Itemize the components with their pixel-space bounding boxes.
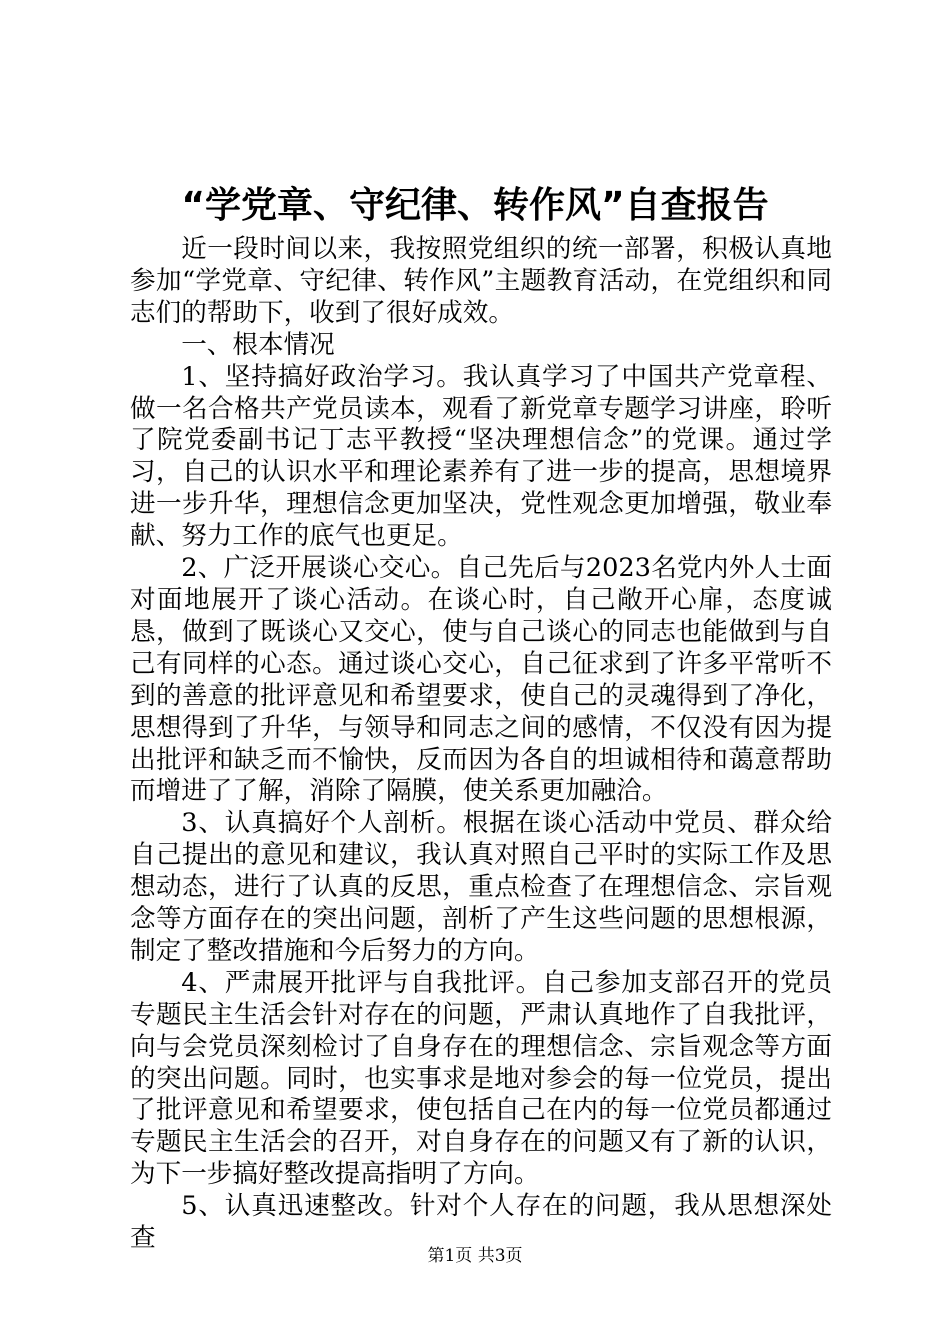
document-title: “学党章、守纪律、转作风”自查报告 [181,185,769,226]
paragraph-intro: 近一段时间以来，我按照党组织的统一部署，积极认真地参加“学党章、守纪律、转作风”主题教育活动，在党组织和同志们的帮助下，收到了很好成效。 [130,234,832,328]
document-body [130,234,832,1255]
page-footer: 第1页 共3页 [427,1246,523,1266]
paragraph-item-1: 1、坚持搞好政治学习。我认真学习了中国共产党章程、做一名合格共产党员读本，观看了新党章专题学习讲座，聆听了院党委副书记丁志平教授“坚决理想信念”的党课。通过学习，自己的认识水平和理论素养有了进一步的提高，思想境界进一步升华，理想信念更加坚决，党性观念更加增强，敬业奉献、努力工作的底气也更足。 [130,361,832,552]
paragraph-item-2: 2、广泛开展谈心交心。自己先后与2023名党内外人士面对面地展开了谈心活动。在谈心时，自己敞开心扉，态度诚恳，做到了既谈心又交心，使与自己谈心的同志也能做到与自己有同样的心态。通过谈心交心，自己征求到了许多平常听不到的善意的批评意见和希望要求，使自己的灵魂得到了净化，思想得到了升华，与领导和同志之间的感情，不仅没有因为提出批评和缺乏而不愉快，反而因为各自的坦诚相待和蔼意帮助而增进了了解，消除了隔膜，使关系更加融洽。 [130,553,832,807]
section-heading-basic-situation: 一、根本情况 [181,329,335,360]
paragraph-item-3: 3、认真搞好个人剖析。根据在谈心活动中党员、群众给自己提出的意见和建议，我认真对照自己平时的实际工作及思想动态，进行了认真的反思，重点检查了在理想信念、宗旨观念等方面存在的突出问题，剖析了产生这些问题的思想根源，制定了整改措施和今后努力的方向。 [130,808,832,966]
paragraph-item-4: 4、严肃展开批评与自我批评。自己参加支部召开的党员专题民主生活会针对存在的问题，严肃认真地作了自我批评，向与会党员深刻检讨了自身存在的理想信念、宗旨观念等方面的突出问题。同时，也实事求是地对参会的每一位党员，提出了批评意见和希望要求，使包括自己在内的每一位党员都通过专题民主生活会的召开，对自身存在的问题又有了新的认识，为下一步搞好整改提高指明了方向。 [130,967,832,1190]
paragraph-item-5: 5、认真迅速整改。针对个人存在的问题，我从思想深处查 [130,1191,832,1254]
